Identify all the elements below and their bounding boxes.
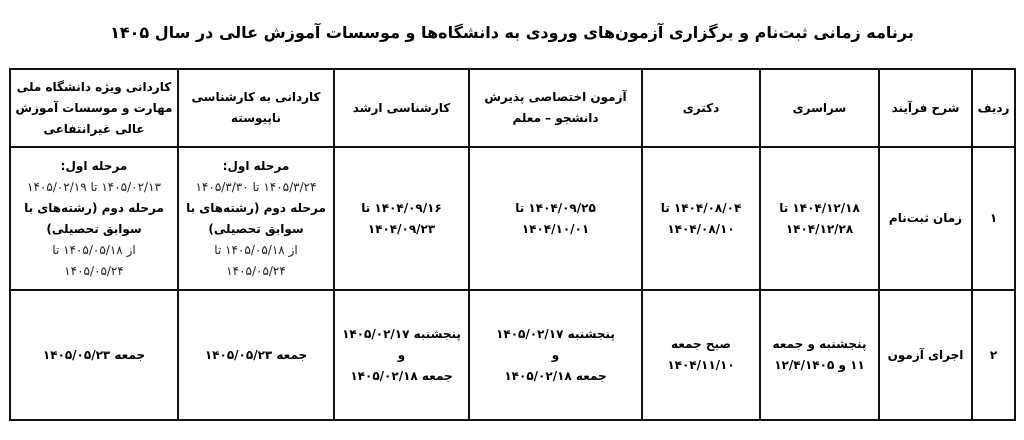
cell-line: مرحله اول:: [60, 158, 128, 173]
cell-associate-bachelor: [178, 147, 334, 290]
header-doctorate: دکتری: [642, 69, 760, 147]
row-process: زمان ثبت‌نام: [879, 147, 972, 290]
cell-associate-bachelor: [178, 290, 334, 420]
cell-line: پنجشنبه ۱۴۰۵/۰۲/۱۷: [496, 326, 615, 341]
cell-line: مرحله اول:: [222, 158, 290, 173]
cell-line: جمعه ۱۴۰۵/۰۵/۲۳: [204, 347, 308, 362]
cell-line: ۱۴۰۴/۰۹/۲۳: [367, 221, 436, 236]
schedule-table: [9, 68, 1016, 421]
cell-line: ۱۴۰۵/۰۲/۱۳ تا ۱۴۰۵/۰۲/۱۹: [27, 179, 161, 194]
table-row: [10, 147, 1015, 290]
header-index: ردیف: [972, 69, 1015, 147]
cell-doctorate: [642, 290, 760, 420]
cell-sarasari: [760, 147, 879, 290]
cell-sarasari: [760, 290, 879, 420]
cell-line: مرحله دوم (رشته‌های با: [186, 200, 326, 215]
page-title: برنامه زمانی ثبت‌نام و برگزاری آزمون‌های ورودی به دانشگاه‌ها و موسسات آموزش عالی در سال ۱۴۰۵: [110, 23, 914, 42]
cell-line: از ۱۴۰۵/۰۵/۱۸ تا: [52, 242, 136, 257]
cell-line: ۱۴۰۴/۰۸/۰۴ تا: [660, 200, 742, 215]
cell-line: ۱۴۰۴/۱۲/۲۸: [785, 221, 854, 236]
cell-line: و: [397, 347, 406, 362]
cell-line: سوابق تحصیلی): [208, 221, 304, 236]
cell-line: جمعه ۱۴۰۵/۰۵/۲۳: [42, 347, 146, 362]
header-associate-special: کاردانی ویژه دانشگاه ملی مهارت و موسسات آموزش عالی غیرانتفاعی: [10, 69, 178, 147]
header-masters: کارشناسی ارشد: [334, 69, 469, 147]
header-process: شرح فرآیند: [879, 69, 972, 147]
cell-line: ۱۴۰۴/۰۹/۱۶ تا: [361, 200, 442, 215]
header-associate-bachelor: کاردانی به کارشناسی ناپیوسته: [178, 69, 334, 147]
cell-line: جمعه ۱۴۰۵/۰۲/۱۸: [504, 368, 607, 383]
table-header-row: [10, 69, 1015, 147]
cell-masters: [334, 290, 469, 420]
cell-line: ۱۴۰۴/۱۱/۱۰: [667, 358, 735, 372]
table-row: [10, 290, 1015, 420]
cell-line: ۱۱ و ۱۲/۴/۱۴۰۵: [774, 358, 865, 372]
cell-line: ۱۴۰۴/۰۸/۱۰: [667, 221, 735, 236]
row-index: ۲: [972, 290, 1015, 420]
cell-line: و: [551, 347, 560, 362]
cell-line: پنجشنبه ۱۴۰۵/۰۲/۱۷: [342, 326, 461, 341]
cell-teacher: [469, 147, 642, 290]
cell-line: صبح جمعه: [670, 337, 732, 351]
cell-line: پنجشنبه و جمعه: [772, 337, 867, 351]
cell-line: مرحله دوم (رشته‌های با: [24, 200, 164, 215]
cell-teacher: [469, 290, 642, 420]
cell-line: ۱۴۰۵/۰۵/۲۴: [226, 263, 286, 278]
cell-line: ۱۴۰۴/۰۹/۲۵ تا: [515, 200, 596, 215]
cell-line: سوابق تحصیلی): [46, 221, 142, 236]
cell-line: از ۱۴۰۵/۰۵/۱۸ تا: [214, 242, 298, 257]
cell-associate-special: [10, 290, 178, 420]
cell-line: ۱۴۰۴/۱۲/۱۸ تا: [779, 200, 860, 215]
cell-line: ۱۴۰۵/۰۵/۲۴: [64, 263, 124, 278]
row-process: اجرای آزمون: [879, 290, 972, 420]
cell-line: ۱۴۰۴/۱۰/۰۱: [521, 221, 590, 236]
cell-masters: [334, 147, 469, 290]
cell-line: جمعه ۱۴۰۵/۰۲/۱۸: [350, 368, 453, 383]
header-teacher: آزمون اختصاصی پذیرش دانشجو – معلم: [469, 69, 642, 147]
row-index: ۱: [972, 147, 1015, 290]
header-sarasari: سراسری: [760, 69, 879, 147]
cell-doctorate: [642, 147, 760, 290]
cell-line: ۱۴۰۵/۳/۲۴ تا ۱۴۰۵/۳/۳۰: [195, 179, 317, 194]
cell-associate-special: [10, 147, 178, 290]
